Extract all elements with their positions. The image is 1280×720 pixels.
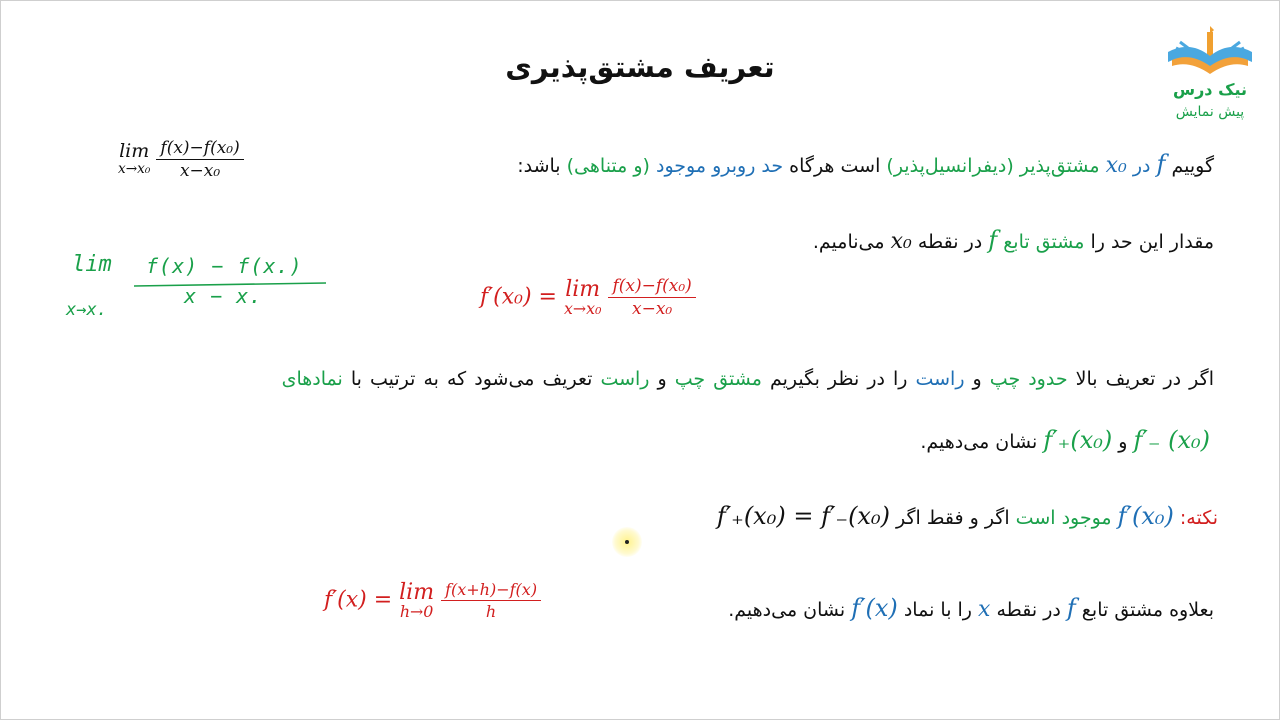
text: باشد:	[517, 155, 567, 177]
text: و	[964, 368, 990, 390]
numerator: f(x)−f(x₀)	[608, 276, 695, 298]
denominator: x−x₀	[632, 299, 673, 319]
denominator: h	[485, 602, 497, 621]
math-equality: f′₊(x₀) = f′₋(x₀)	[716, 502, 890, 530]
text-green: نمادهای	[281, 368, 343, 390]
text: نشان می‌دهیم.	[728, 599, 852, 621]
text: را در نظر بگیریم	[761, 368, 916, 390]
lim-text: lim	[565, 276, 601, 302]
left-limit-formula	[118, 138, 244, 181]
text: می‌نامیم.	[812, 231, 891, 253]
math-x0: x₀	[1105, 153, 1127, 178]
text-green: مشتق چپ	[674, 368, 762, 390]
paragraph-general-derivative	[728, 594, 1214, 622]
text: و	[649, 368, 675, 390]
formula-lhs: f′(x) =	[324, 587, 393, 613]
text: اگر در تعریف بالا	[1067, 368, 1214, 390]
lim-subscript: x→x₀	[563, 298, 602, 318]
formula-lhs: f′(x₀) =	[480, 284, 557, 310]
text: بعلاوه مشتق تابع	[1075, 599, 1214, 621]
paragraph-notation	[920, 426, 1210, 454]
fraction	[441, 580, 541, 621]
logo-name: نیک درس	[1173, 80, 1247, 99]
text-green: مشتق‌پذیر (دیفرانسیل‌پذیر)	[886, 155, 1106, 177]
math-left-derivative: f′₋ (x₀)	[1133, 426, 1210, 454]
math-right-derivative: f′₊(x₀)	[1043, 426, 1113, 454]
math-f: f	[1066, 594, 1076, 622]
limit-operator	[399, 581, 434, 621]
logo-subtitle: پیش نمایش	[1175, 104, 1245, 120]
fraction	[156, 138, 243, 181]
note-line	[717, 502, 1218, 530]
handwritten-numerator: f(x) − f(x.)	[146, 254, 303, 278]
text-green: راست	[600, 368, 650, 390]
lim-subscript: x→x₀	[118, 161, 151, 178]
lim-text: lim	[119, 140, 150, 163]
paragraph-derivative-name	[813, 226, 1214, 254]
text: تعریف می‌شود که به ترتیب با	[342, 368, 601, 390]
fraction	[608, 276, 695, 319]
text-green: مشتق تابع	[997, 231, 1085, 253]
text-green: حدود چپ	[989, 368, 1068, 390]
text: در نقطه	[990, 599, 1067, 621]
text-blue: حد روبرو موجود	[656, 155, 784, 177]
text: اگر و فقط اگر	[889, 507, 1016, 529]
text-green: (و متناهی)	[566, 155, 657, 177]
general-derivative-formula	[324, 580, 541, 621]
paragraph-one-sided-derivatives	[282, 368, 1214, 390]
handwritten-denominator: x − x.	[184, 284, 263, 308]
lim-text: lim	[399, 579, 435, 605]
pointer-cursor	[612, 527, 642, 557]
handwritten-lim: lim	[72, 252, 112, 277]
text-green: موجود است	[1015, 507, 1118, 529]
numerator: f(x)−f(x₀)	[156, 138, 243, 160]
lim-subscript: h→0	[399, 601, 434, 621]
limit-operator	[564, 278, 601, 318]
text: گوییم	[1165, 155, 1214, 177]
math-f: f	[988, 226, 998, 254]
math-derivative-x: f′(x)	[851, 594, 898, 622]
page-title: تعریف مشتق‌پذیری	[505, 50, 775, 84]
text: را با نماد	[897, 599, 979, 621]
denominator: x−x₀	[179, 161, 221, 181]
math-derivative: f′(x₀)	[1117, 502, 1174, 530]
text: و	[1112, 431, 1134, 453]
text: در نقطه	[911, 231, 989, 253]
derivative-definition-formula	[480, 276, 696, 319]
math-x: x	[978, 597, 991, 622]
text: مقدار این حد را	[1084, 231, 1214, 253]
text: است هرگاه	[783, 155, 887, 177]
handwritten-lim-subscript: x→x.	[66, 300, 107, 320]
note-label: نکته:	[1179, 507, 1218, 529]
math-x0: x₀	[890, 229, 912, 254]
numerator: f(x+h)−f(x)	[441, 580, 541, 601]
paragraph-differentiable-definition	[517, 150, 1214, 178]
limit-operator	[118, 142, 150, 176]
text: در	[1126, 155, 1157, 177]
math-f: f	[1156, 150, 1166, 178]
text-blue: راست	[915, 368, 965, 390]
text: نشان می‌دهیم.	[920, 431, 1044, 453]
